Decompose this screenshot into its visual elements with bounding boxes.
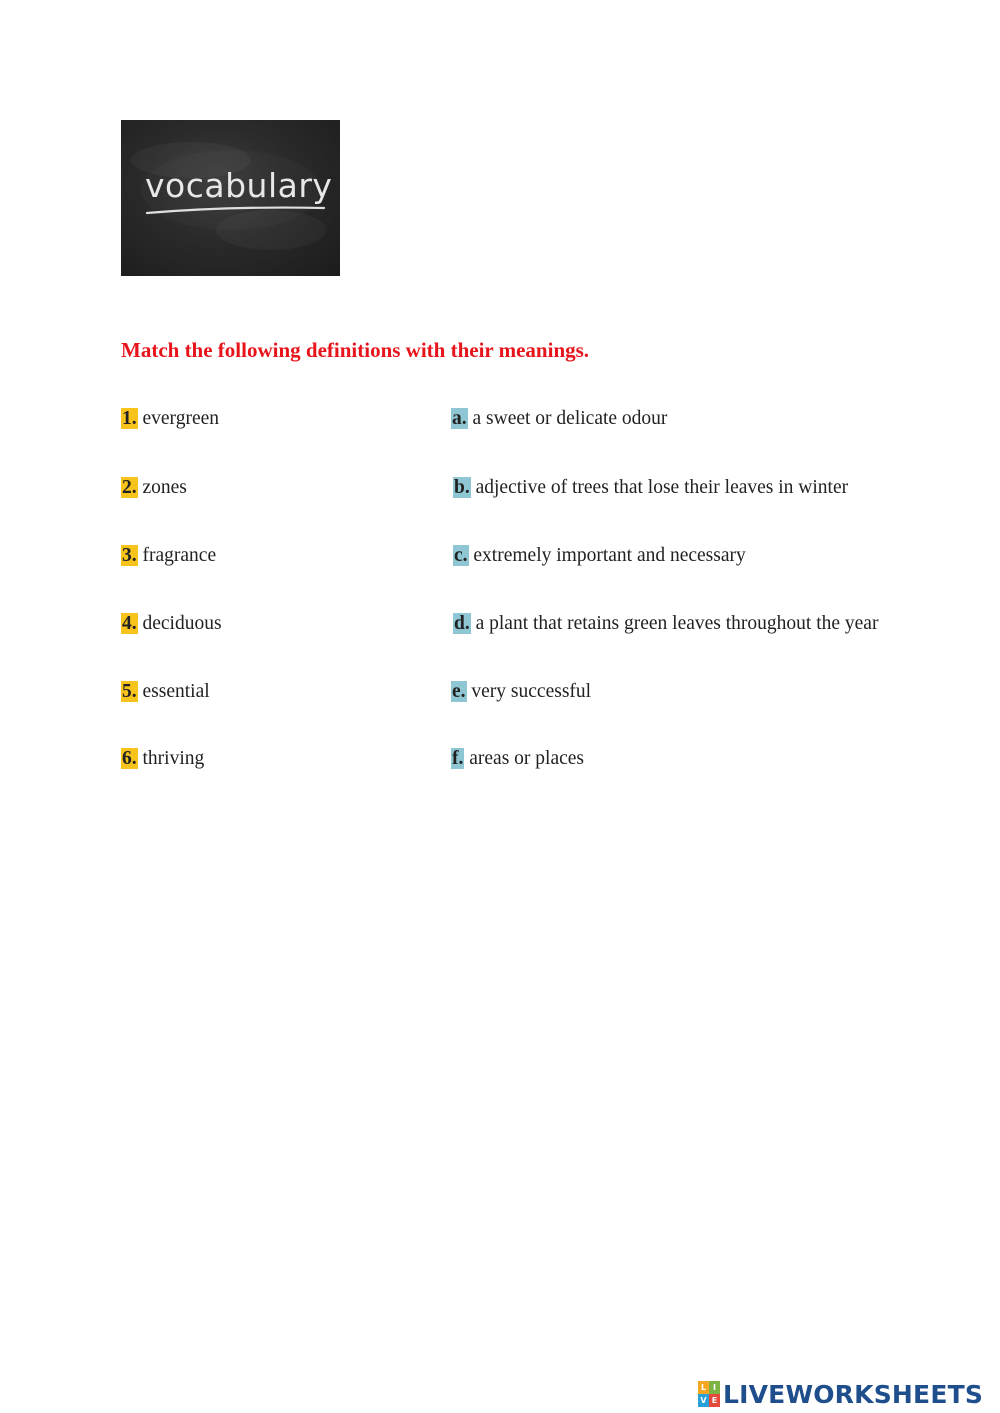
word-number: 1. bbox=[122, 408, 137, 429]
definition-item-b bbox=[453, 476, 848, 500]
word-item-4 bbox=[121, 612, 222, 636]
word-item-5 bbox=[121, 680, 210, 704]
definition-text: very successful bbox=[471, 681, 592, 702]
logo-letter-e: E bbox=[709, 1394, 720, 1407]
definition-letter: f. bbox=[452, 748, 464, 769]
instruction-text: Match the following definitions with their meanings. bbox=[121, 338, 590, 362]
chalkboard-word: vocabulary bbox=[145, 166, 333, 205]
definition-letter: a. bbox=[452, 408, 467, 429]
word-number: 5. bbox=[122, 681, 137, 702]
word-item-1 bbox=[121, 407, 219, 431]
definition-item-e bbox=[451, 680, 591, 704]
word-item-3 bbox=[121, 544, 216, 568]
word-number: 3. bbox=[122, 545, 137, 566]
definition-item-d bbox=[453, 612, 878, 636]
logo-letter-i: I bbox=[709, 1381, 720, 1394]
definition-item-f bbox=[451, 747, 584, 771]
definition-letter: e. bbox=[452, 681, 466, 702]
definition-text: extremely important and necessary bbox=[473, 545, 746, 566]
word-text: essential bbox=[142, 681, 210, 702]
word-text: deciduous bbox=[142, 613, 222, 634]
logo-letter-l: L bbox=[698, 1381, 709, 1394]
logo-letter-v: V bbox=[698, 1394, 709, 1407]
definition-letter: c. bbox=[454, 545, 468, 566]
definition-item-a bbox=[451, 407, 667, 431]
word-number: 2. bbox=[122, 477, 137, 498]
word-text: zones bbox=[142, 477, 187, 498]
word-number: 4. bbox=[122, 613, 137, 634]
definition-letter: b. bbox=[454, 477, 470, 498]
definition-letter: d. bbox=[454, 613, 470, 634]
word-text: evergreen bbox=[142, 408, 220, 429]
liveworksheets-logo[interactable] bbox=[698, 1378, 983, 1410]
word-text: fragrance bbox=[142, 545, 217, 566]
definition-text: adjective of trees that lose their leaves in winter bbox=[475, 477, 849, 498]
word-item-6 bbox=[121, 747, 204, 771]
definition-text: areas or places bbox=[469, 748, 585, 769]
vocabulary-chalkboard-image bbox=[121, 120, 340, 276]
word-number: 6. bbox=[122, 748, 137, 769]
liveworksheets-logo-icon bbox=[698, 1381, 720, 1407]
word-text: thriving bbox=[142, 748, 205, 769]
definition-text: a plant that retains green leaves throughout the year bbox=[475, 613, 879, 634]
word-item-2 bbox=[121, 476, 187, 500]
liveworksheets-brand-text: LIVEWORKSHEETS bbox=[723, 1379, 984, 1409]
definition-text: a sweet or delicate odour bbox=[472, 408, 668, 429]
definition-item-c bbox=[453, 544, 746, 568]
